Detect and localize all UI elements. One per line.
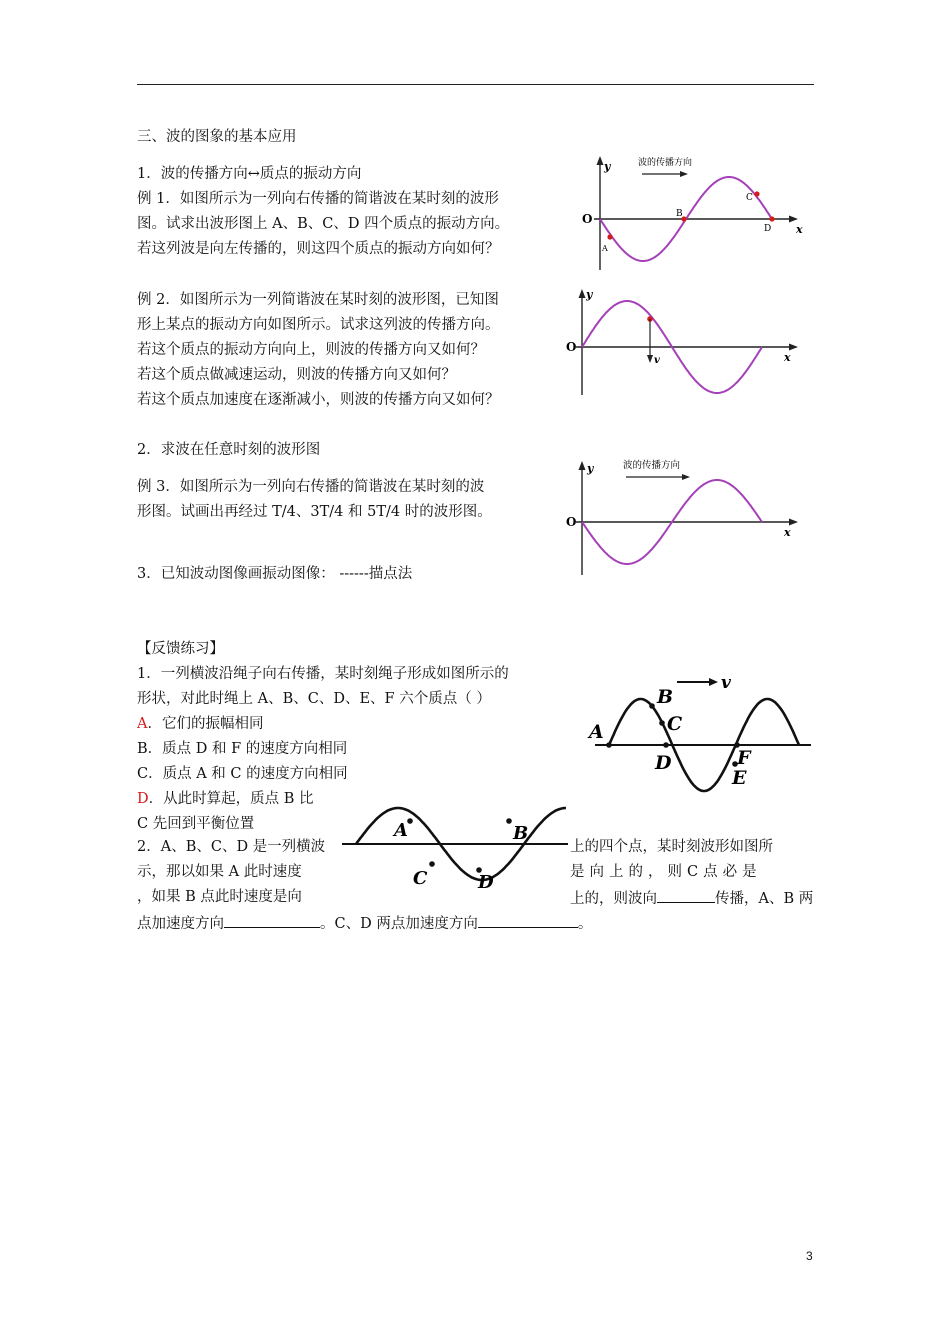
question-2-line: 2．A、B、C、D 是一列横波 xyxy=(137,839,326,855)
question-2-text: 。 xyxy=(577,916,593,932)
example-3-line: 例 3．如图所示为一列向右传播的简谐波在某时刻的波 xyxy=(137,479,485,495)
question-1-stem: 形状，对此时绳上 A、B、C、D、E、F 六个质点（ ） xyxy=(137,691,491,707)
point-c-label: C xyxy=(746,193,753,203)
question-1-stem: 1．一列横波沿绳子向右传播，某时刻绳子形成如图所示的 xyxy=(137,666,509,682)
topic-1-heading: 1．波的传播方向↔质点的振动方向 xyxy=(137,166,362,182)
point-a xyxy=(407,818,413,824)
x-axis-arrow xyxy=(789,519,798,526)
point-b xyxy=(506,818,512,824)
point-f-label: F xyxy=(737,747,751,769)
figure-3-wave-graph xyxy=(560,455,810,580)
point-c-label: C xyxy=(667,713,683,735)
velocity-label: v xyxy=(721,673,731,693)
example-2-line: 形上某点的振动方向如图所示。试求这列波的传播方向。 xyxy=(137,317,500,333)
answer-blank[interactable] xyxy=(224,913,320,928)
point-a xyxy=(606,742,612,748)
answer-blank[interactable] xyxy=(657,888,715,903)
question-2-text: 。C、D 两点加速度方向 xyxy=(320,916,478,932)
topic-2-heading: 2．求波在任意时刻的波形图 xyxy=(137,442,321,458)
example-1-line: 例 1．如图所示为一列向右传播的简谐波在某时刻的波形 xyxy=(137,191,499,207)
point-d-label: D xyxy=(764,224,772,234)
x-axis-label: x xyxy=(796,223,803,236)
point-d-label: D xyxy=(655,752,672,774)
point-c-label: C xyxy=(413,868,428,889)
propagation-arrowhead xyxy=(682,474,690,480)
example-1-line: 若这列波是向左传播的，则这四个质点的振动方向如何？ xyxy=(137,241,500,257)
question-2-line: ，如果 B 点此时速度是向 xyxy=(137,889,302,905)
option-d-continued: C 先回到平衡位置 xyxy=(137,816,255,832)
question-2-line: 是 向 上 的 ， 则 C 点 必 是 xyxy=(570,864,757,880)
example-2-line: 若这个质点做减速运动，则波的传播方向又如何？ xyxy=(137,367,456,383)
x-axis-arrow xyxy=(789,344,798,351)
section-title: 三、波的图象的基本应用 xyxy=(137,129,297,145)
point-c xyxy=(429,861,435,867)
point-b-label: B xyxy=(513,823,529,844)
point-b xyxy=(649,703,655,709)
question-2-line: 示，那以如果 A 此时速度 xyxy=(137,864,302,880)
y-axis-label: y xyxy=(587,462,594,475)
figure-2-wave-graph xyxy=(560,283,810,398)
point-a-label: A xyxy=(602,244,608,253)
velocity-label: v xyxy=(654,355,660,366)
example-2-line: 若这个质点加速度在逐渐减小，则波的传播方向又如何？ xyxy=(137,392,500,408)
velocity-arrowhead xyxy=(647,355,653,363)
y-axis-label: y xyxy=(604,160,611,173)
point-a-label: A xyxy=(394,820,408,841)
feedback-title: 【反馈练习】 xyxy=(137,641,224,657)
page-number: 3 xyxy=(806,1249,813,1263)
figure-4-rope-wave xyxy=(585,665,815,810)
option-b: B．质点 D 和 F 的速度方向相同 xyxy=(137,741,348,757)
point-b-label: B xyxy=(657,686,674,708)
answer-blank[interactable] xyxy=(478,913,578,928)
origin-label: O xyxy=(582,212,593,226)
point-d xyxy=(663,742,669,748)
point-c xyxy=(754,191,759,196)
question-2-line xyxy=(137,913,592,933)
velocity-arrowhead xyxy=(709,678,718,686)
option-a-text: ．它们的振幅相同 xyxy=(147,716,264,732)
option-a-letter: A xyxy=(137,716,148,732)
x-axis-label: x xyxy=(784,351,791,364)
question-2-line xyxy=(570,888,813,908)
point-a xyxy=(607,234,612,239)
propagation-label: 波的传播方向 xyxy=(638,158,693,168)
example-2-line: 例 2．如图所示为一列简谐波在某时刻的波形图，已知图 xyxy=(137,292,499,308)
point-e-label: E xyxy=(732,767,747,789)
y-axis-label: y xyxy=(586,288,593,301)
point-a-label: A xyxy=(589,721,604,743)
point-d xyxy=(769,216,774,221)
figure-5-wave xyxy=(340,800,572,895)
y-axis-arrow xyxy=(597,156,604,165)
point-b-label: B xyxy=(676,209,683,219)
option-d xyxy=(137,790,314,808)
topic-3-heading: 3．已知波动图像画振动图像： ------描点法 xyxy=(137,566,413,582)
origin-label: O xyxy=(566,515,577,529)
option-a xyxy=(137,715,263,733)
example-1-line: 图。试求出波形图上 A、B、C、D 四个质点的振动方向。 xyxy=(137,216,510,232)
x-axis-label: x xyxy=(784,526,791,539)
origin-label: O xyxy=(566,340,577,354)
header-rule xyxy=(137,84,814,85)
option-c: C．质点 A 和 C 的速度方向相同 xyxy=(137,766,348,782)
question-2-text: 点加速度方向 xyxy=(137,916,224,932)
question-2-text: 上的，则波向 xyxy=(570,891,657,907)
option-d-text: ．从此时算起，质点 B 比 xyxy=(148,791,314,807)
y-axis-arrow xyxy=(579,289,586,298)
question-2-line: 上的四个点，某时刻波形如图所 xyxy=(570,839,773,855)
point-c xyxy=(659,720,665,726)
option-d-letter: D xyxy=(137,791,149,807)
question-2-text: 传播，A、B 两 xyxy=(715,891,814,907)
figure-1-wave-graph xyxy=(580,150,810,275)
propagation-arrowhead xyxy=(680,171,688,177)
example-3-line: 形图。试画出再经过 T/4、3T/4 和 5T/4 时的波形图。 xyxy=(137,504,492,520)
x-axis-arrow xyxy=(789,216,798,223)
example-2-line: 若这个质点的振动方向向上，则波的传播方向又如何？ xyxy=(137,342,485,358)
point-d-label: D xyxy=(478,872,494,893)
propagation-label: 波的传播方向 xyxy=(623,460,681,471)
y-axis-arrow xyxy=(579,461,586,470)
